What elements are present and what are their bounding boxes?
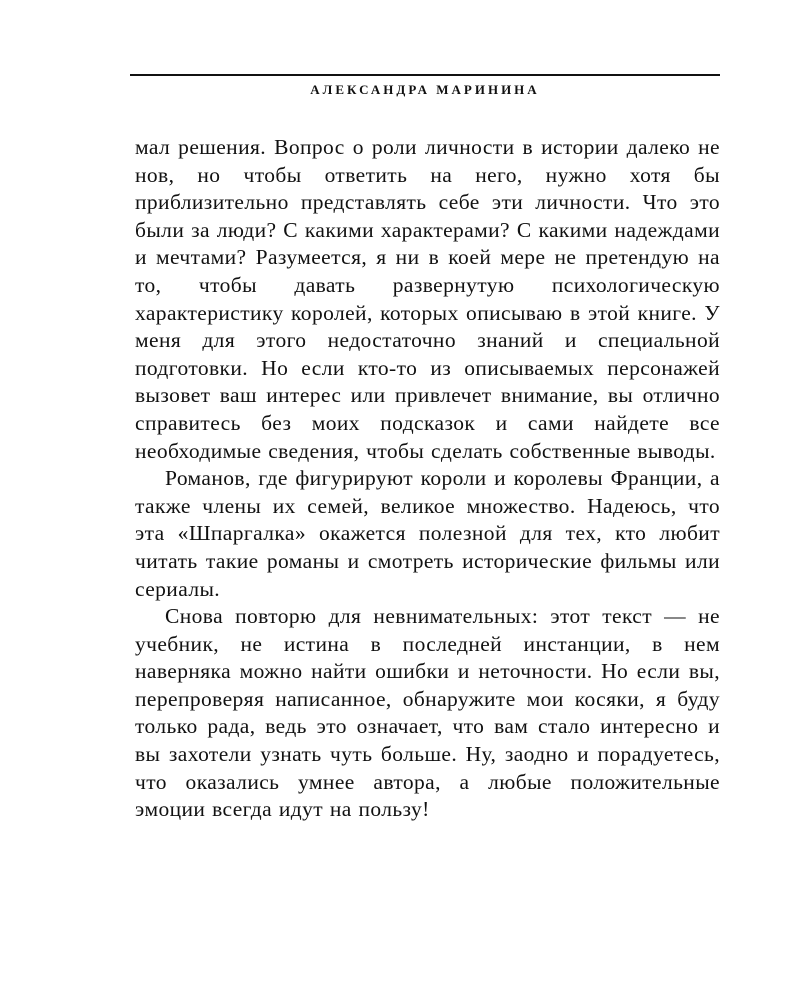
paragraph: мал решения. Вопрос о роли личности в истории далеко не нов, но чтобы ответить на него, нужно хотя бы приблизительно представлять себе эти личности. Что это были за люди? С какими характерами? С какими надеждами и мечтами? Разумеется, я ни в коей мере не претендую на то, чтобы давать развернутую психологическую характеристику королей, которых описываю в этой книге. У меня для этого недостаточно знаний и специальной подготовки. Но если кто-то из описываемых персонажей вызовет ваш интерес или привлечет внимание, вы отлично справитесь без моих подсказок и сами найдете все необходимые сведения, чтобы сделать собственные выводы. (135, 135, 720, 463)
header-rule (130, 74, 720, 76)
paragraph: Романов, где фигурируют короли и королевы Франции, а также члены их семей, великое множество. Надеюсь, что эта «Шпаргалка» окажется полезной для тех, кто любит читать такие романы и смотреть исторические фильмы или сериалы. (135, 466, 720, 601)
page-header (130, 74, 720, 98)
author-name: АЛЕКСАНДРА МАРИНИНА (310, 82, 540, 97)
page-body (135, 134, 720, 824)
paragraph: Снова повторю для невнимательных: этот текст — не учебник, не истина в последней инстанции, в нем наверняка можно найти ошибки и неточности. Но если вы, перепроверяя написанное, обнаружите мои косяки, я буду только рада, ведь это означает, что вам стало интересно и вы захотели узнать чуть больше. Ну, заодно и порадуетесь, что оказались умнее автора, а любые положительные эмоции всегда идут на пользу! (135, 604, 720, 822)
